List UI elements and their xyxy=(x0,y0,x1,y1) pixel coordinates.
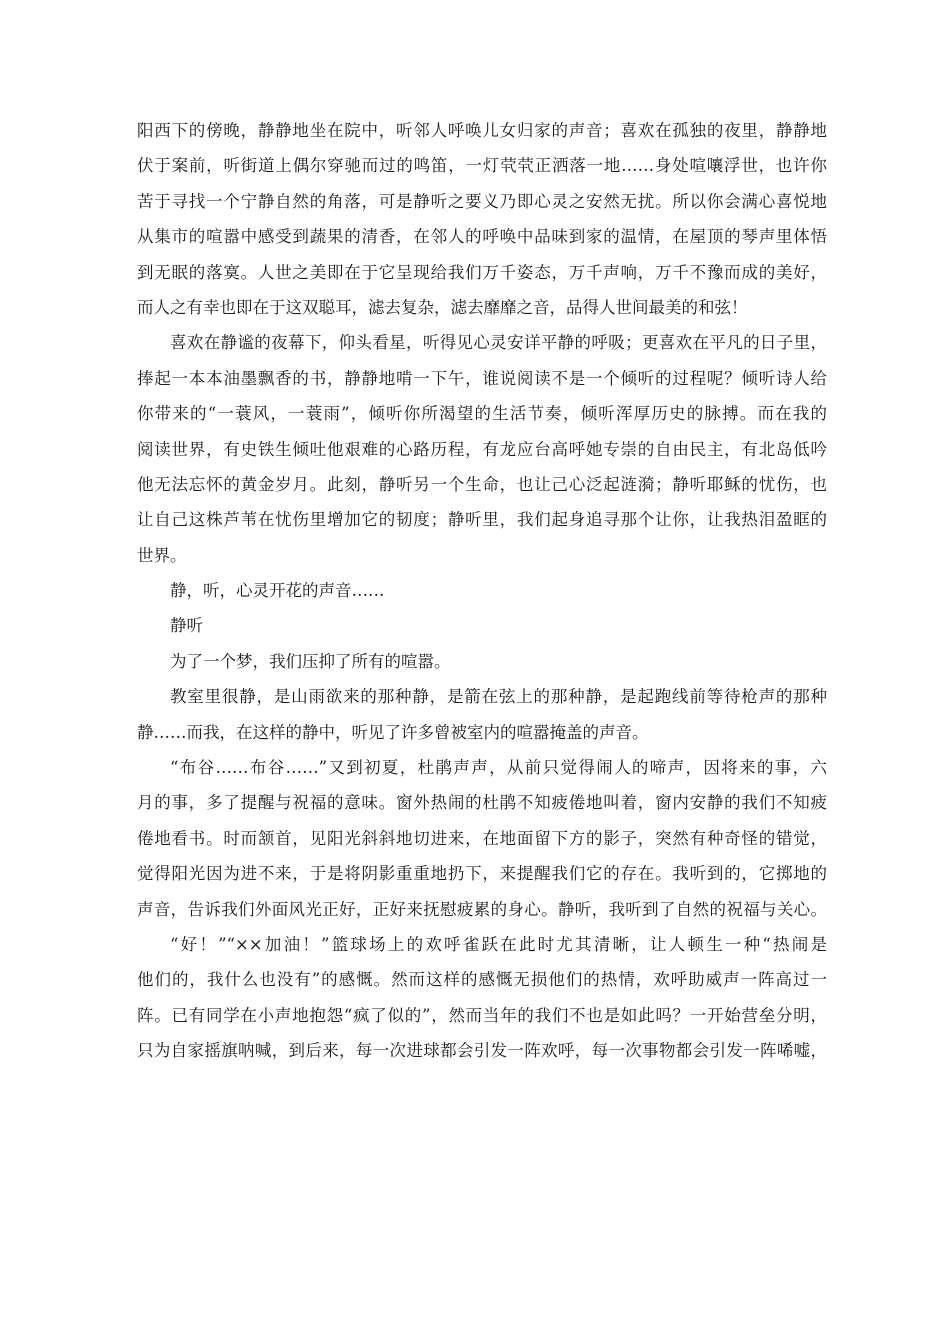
text-line: 静听 xyxy=(170,616,203,636)
text-line: 你带来的“一蓑风，一蓑雨”，倾听你所渴望的生活节奏，倾听浑厚历史的脉搏。而在我的 xyxy=(137,404,827,424)
text-line: 捧起一本本油墨飘香的书，静静地啃一下午，谁说阅读不是一个倾听的过程呢？倾听诗人给 xyxy=(137,368,827,388)
text-line: 倦地看书。时而颔首，见阳光斜斜地切进来，在地面留下方的影子，突然有种奇怪的错觉， xyxy=(137,828,827,848)
text-line: 教室里很静，是山雨欲来的那种静，是箭在弦上的那种静，是起跑线前等待枪声的那种 xyxy=(170,687,827,707)
text-line: 到无眠的落寞。人世之美即在于它呈现给我们万千姿态，万千声响，万千不豫而成的美好， xyxy=(137,262,827,282)
text-line: 只为自家摇旗呐喊，到后来，每一次进球都会引发一阵欢呼，每一次事物都会引发一阵唏嘘， xyxy=(137,1041,827,1061)
text-line: 静……而我，在这样的静中，听见了许多曾被室内的喧嚣掩盖的声音。 xyxy=(137,722,649,742)
text-line: 声音，告诉我们外面风光正好，正好来抚慰疲累的身心。静听，我听到了自然的祝福与关心。 xyxy=(137,899,827,919)
text-line: 从集市的喧嚣中感受到蔬果的清香，在邻人的呼唤中品味到家的温情，在屋顶的琴声里体悟 xyxy=(137,227,827,247)
body-text xyxy=(137,113,827,1069)
text-line: “布谷……布谷……”又到初夏，杜鹃声声，从前只觉得闹人的啼声，因将来的事，六 xyxy=(170,758,827,778)
text-line: 阵。已有同学在小声地抱怨“疯了似的”，然而当年的我们不也是如此吗？一开始营垒分明， xyxy=(137,1005,827,1025)
text-line: 他无法忘怀的黄金岁月。此刻，静听另一个生命，也让己心泛起涟漪；静听耶稣的忧伤，也 xyxy=(137,474,827,494)
text-line: 为了一个梦，我们压抑了所有的喧嚣。 xyxy=(170,651,451,671)
text-line: 苦于寻找一个宁静自然的角落，可是静听之要义乃即心灵之安然无扰。所以你会满心喜悦地 xyxy=(137,191,827,211)
text-line: 觉得阳光因为进不来，于是将阴影重重地扔下，来提醒我们它的存在。我听到的，它掷地的 xyxy=(137,864,827,884)
text-line: 他们的，我什么也没有”的感慨。然而这样的感慨无损他们的热情，欢呼助威声一阵高过一 xyxy=(137,970,827,990)
text-line: 世界。 xyxy=(137,545,187,565)
text-line: 喜欢在静谧的夜幕下，仰头看星，听得见心灵安详平静的呼吸；更喜欢在平凡的日子里， xyxy=(170,333,827,353)
text-line: 静，听，心灵开花的声音…… xyxy=(170,581,385,601)
text-line: 伏于案前，听街道上偶尔穿驰而过的鸣笛，一灯茕茕正洒落一地……身处喧嚷浮世，也许你 xyxy=(137,156,827,176)
text-line: 月的事，多了提醒与祝福的意味。窗外热闹的杜鹃不知疲倦地叫着，窗内安静的我们不知疲 xyxy=(137,793,827,813)
text-line: 而人之有幸也即在于这双聪耳，滤去复杂，滤去靡靡之音，品得人世间最美的和弦！ xyxy=(137,297,748,317)
text-line: “好！”“××加油！”篮球场上的欢呼雀跃在此时尤其清晰，让人顿生一种“热闹是 xyxy=(170,934,827,954)
text-line: 让自己这株芦苇在忧伤里增加它的韧度；静听里，我们起身追寻那个让你，让我热泪盈眶的 xyxy=(137,510,827,530)
text-line: 阳西下的傍晚，静静地坐在院中，听邻人呼唤儿女归家的声音；喜欢在孤独的夜里，静静地 xyxy=(137,121,827,140)
text-line: 阅读世界，有史铁生倾吐他艰难的心路历程，有龙应台高呼她专崇的自由民主，有北岛低吟 xyxy=(137,439,827,459)
